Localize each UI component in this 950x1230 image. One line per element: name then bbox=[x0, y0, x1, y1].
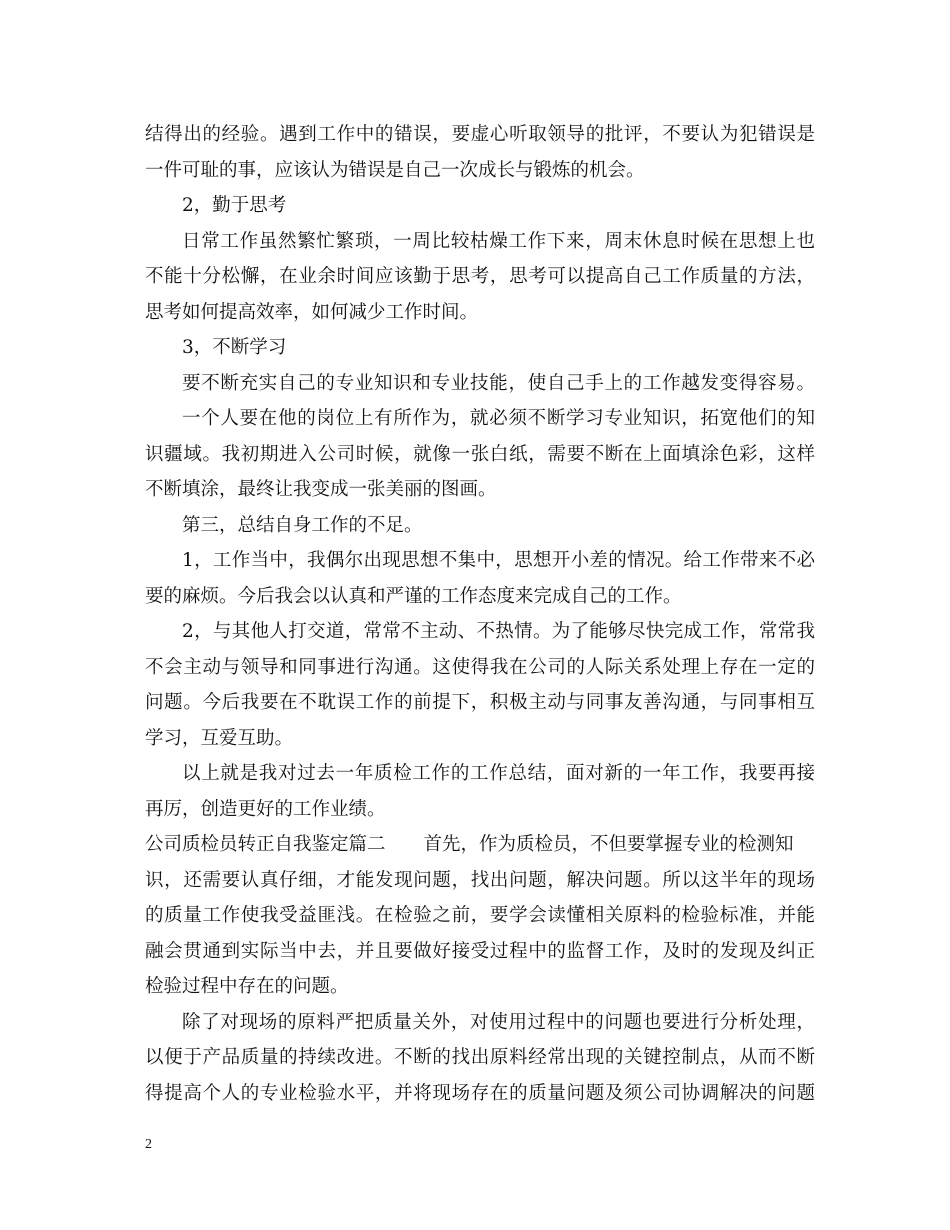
text-line: 检验过程中存在的问题。 bbox=[145, 976, 349, 997]
page-number: 2 bbox=[145, 1137, 152, 1152]
section-heading: 公司质检员转正自我鉴定篇二 bbox=[145, 834, 386, 855]
subheading: 2，勤于思考 bbox=[182, 195, 287, 216]
text-line: 识，还需要认真仔细，才能发现问题，找出问题，解决问题。所以这半年的现场 bbox=[145, 869, 816, 891]
text-line: 2，与其他人打交道，常常不主动、不热情。为了能够尽快完成工作，常常我 bbox=[182, 621, 816, 642]
text-line: 得提高个人的专业检验水平，并将现场存在的质量问题及须公司协调解决的问题 bbox=[145, 1082, 816, 1104]
text-line: 融会贯通到实际当中去，并且要做好接受过程中的监督工作，及时的发现及纠正 bbox=[145, 940, 816, 962]
subheading: 第三，总结自身工作的不足。 bbox=[182, 514, 423, 536]
text-line: 要的麻烦。今后我会以认真和严谨的工作态度来完成自己的工作。 bbox=[145, 585, 682, 607]
text-line: 不能十分松懈，在业余时间应该勤于思考，思考可以提高自己工作质量的方法， bbox=[145, 266, 816, 287]
text-line: 结得出的经验。遇到工作中的错误，要虚心听取领导的批评，不要认为犯错误是 bbox=[145, 124, 816, 145]
text-line: 除了对现场的原料严把质量关外，对使用过程中的问题也要进行分析处理， bbox=[182, 1011, 816, 1033]
text-line: 1，工作当中，我偶尔出现思想不集中，思想开小差的情况。给工作带来不必 bbox=[182, 550, 816, 571]
text-line: 日常工作虽然繁忙繁琐，一周比较枯燥工作下来，周末休息时候在思想上也 bbox=[182, 230, 816, 252]
text-line: 首先，作为质检员，不但要掌握专业的检测知 bbox=[423, 834, 794, 855]
text-line: 识疆域。我初期进入公司时候，就像一张白纸，需要不断在上面填涂色彩，这样 bbox=[145, 443, 816, 465]
text-line: 思考如何提高效率，如何减少工作时间。 bbox=[145, 301, 479, 323]
text-line: 的质量工作使我受益匪浅。在检验之前，要学会读懂相关原料的检验标准，并能 bbox=[145, 905, 816, 926]
text-line: 问题。今后我要在不耽误工作的前提下，积极主动与同事友善沟通，与同事相互 bbox=[145, 692, 816, 713]
section-heading-line bbox=[145, 827, 815, 863]
text-line: 再厉，创造更好的工作业绩。 bbox=[145, 798, 386, 820]
subheading: 3，不断学习 bbox=[182, 337, 287, 358]
text-line: 一个人要在他的岗位上有所作为，就必须不断学习专业知识，拓宽他们的知 bbox=[182, 408, 816, 429]
text-line: 不断填涂，最终让我变成一张美丽的图画。 bbox=[145, 479, 497, 500]
text-line: 学习，互爱互助。 bbox=[145, 727, 294, 749]
text-line: 要不断充实自己的专业知识和专业技能，使自己手上的工作越发变得容易。 bbox=[182, 372, 816, 394]
text-line: 以便于产品质量的持续改进。不断的找出原料经常出现的关键控制点，从而不断 bbox=[145, 1047, 816, 1068]
text-line: 不会主动与领导和同事进行沟通。这使得我在公司的人际关系处理上存在一定的 bbox=[145, 656, 816, 678]
text-line: 以上就是我对过去一年质检工作的工作总结，面对新的一年工作，我要再接 bbox=[182, 763, 816, 784]
document-body bbox=[145, 117, 815, 1111]
text-line: 一件可耻的事，应该认为错误是自己一次成长与锻炼的机会。 bbox=[145, 159, 645, 181]
